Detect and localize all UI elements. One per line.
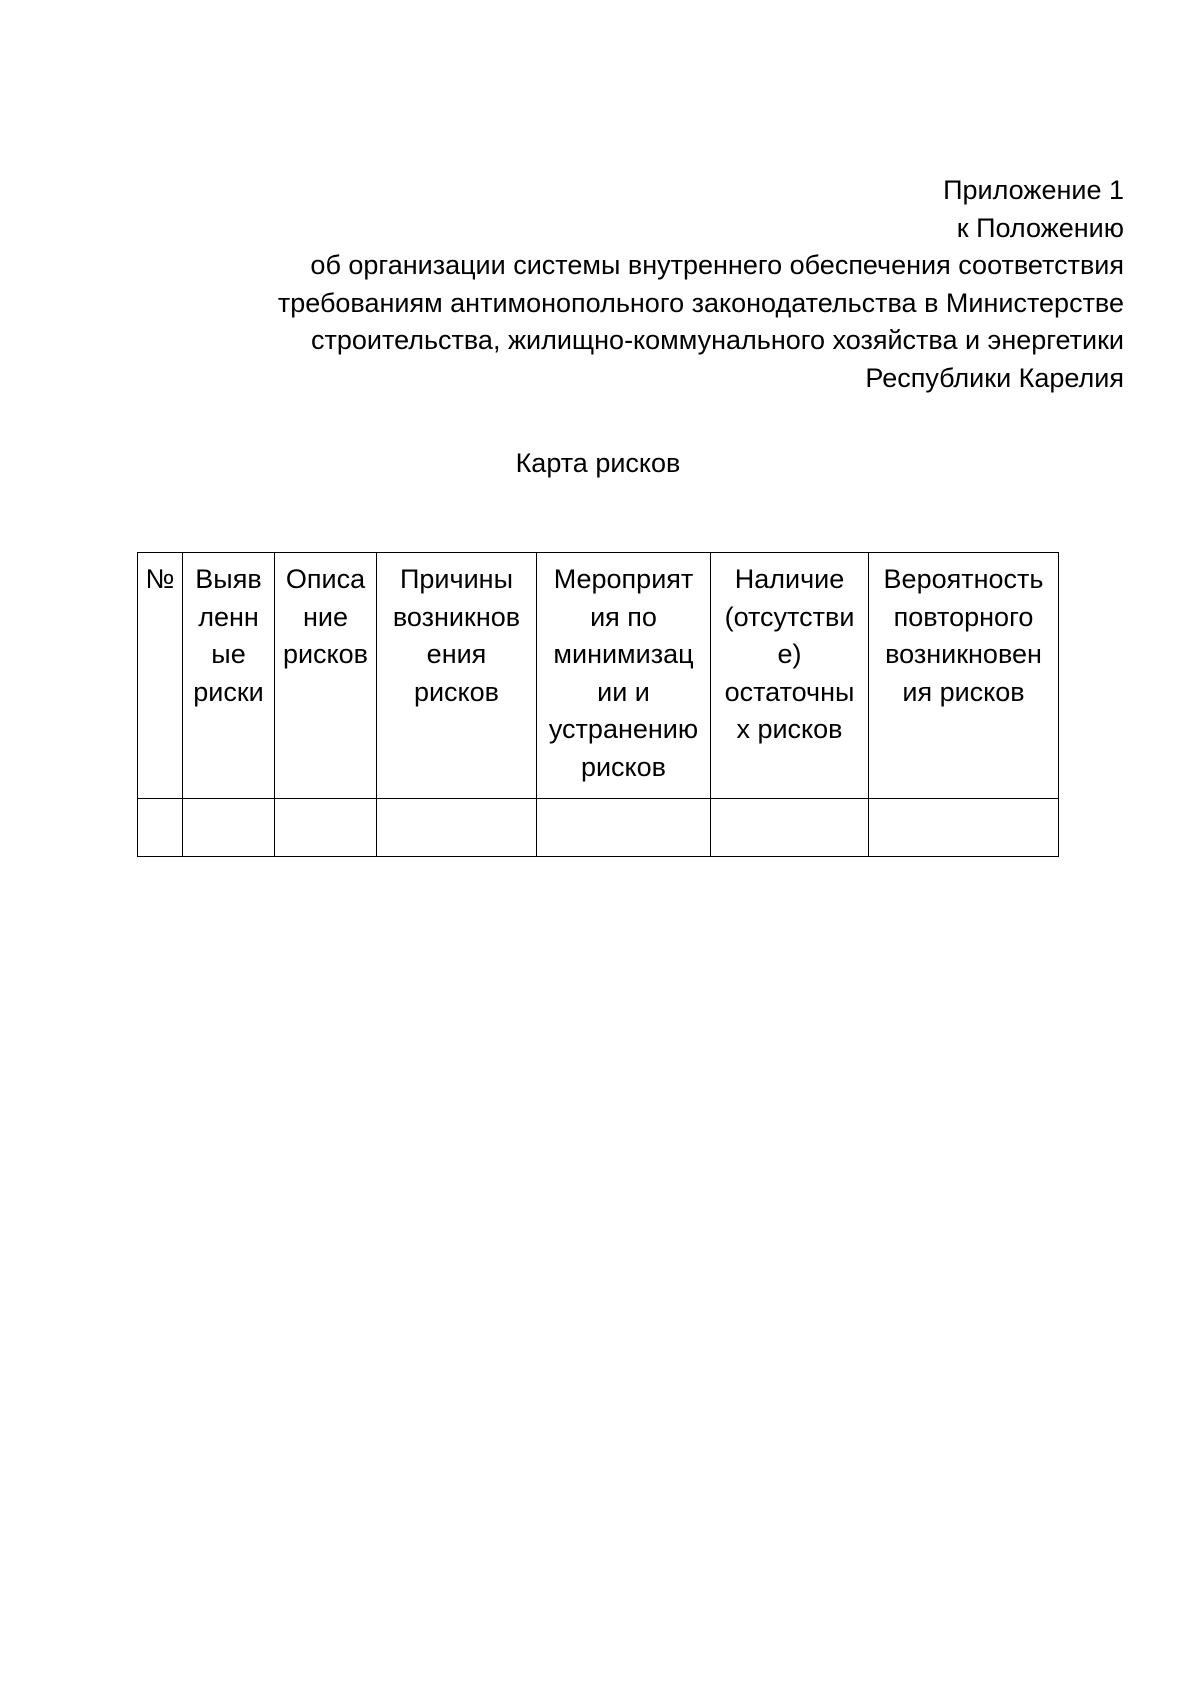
appendix-subject-line-1: об организации системы внутреннего обеспечения соответствия — [310, 250, 1124, 280]
document-title — [0, 445, 1200, 482]
table-row — [138, 799, 1059, 857]
header-text: ленн — [198, 601, 259, 632]
header-text: устранению — [548, 714, 699, 744]
table-cell — [711, 799, 869, 857]
column-header-identified-risks — [183, 553, 275, 799]
table-cell — [377, 799, 537, 857]
header-text: рисков — [282, 639, 369, 669]
header-text: е) — [777, 639, 802, 669]
header-text: х рисков — [736, 714, 843, 744]
table-header-row — [138, 553, 1059, 799]
appendix-subject-line-4: Республики Карелия — [865, 362, 1124, 393]
column-header-number — [138, 553, 183, 799]
header-text: возникновен — [885, 639, 1042, 669]
header-text: (отсутстви — [724, 601, 855, 632]
document-title-text: Карта рисков — [515, 448, 681, 478]
risk-map-table — [137, 552, 1059, 857]
header-text: Описа — [285, 564, 366, 594]
header-text: повторного — [893, 601, 1034, 632]
column-header-risk-description — [275, 553, 377, 799]
header-text: рисков — [413, 676, 500, 707]
header-text: минимизац — [553, 639, 694, 669]
header-text: возникнов — [392, 601, 521, 632]
header-text: рисков — [580, 751, 667, 782]
header-text: Мероприят — [553, 564, 694, 594]
table-cell — [537, 799, 711, 857]
column-header-residual-risks — [711, 553, 869, 799]
appendix-header — [124, 172, 1124, 397]
column-header-mitigation-measures — [537, 553, 711, 799]
appendix-subject-line-2: требованиям антимонопольного законодательства в Министерстве — [277, 287, 1124, 318]
column-header-recurrence-probability — [869, 553, 1059, 799]
header-text: ия рисков — [902, 676, 1025, 707]
header-text: остаточны — [724, 676, 855, 707]
header-text: № — [145, 564, 175, 594]
header-text: ние — [302, 601, 348, 632]
appendix-subject-line-3: строительства, жилищно-коммунального хозяйства и энергетики — [311, 325, 1124, 355]
header-text: ия по — [590, 601, 657, 632]
header-text: ии и — [597, 676, 650, 707]
header-text: Наличие — [734, 564, 845, 594]
table-cell — [275, 799, 377, 857]
appendix-reference: к Положению — [956, 212, 1124, 243]
header-text: Выяв — [195, 564, 262, 594]
header-text: ые — [211, 639, 246, 669]
header-text: риски — [193, 676, 264, 707]
appendix-number: Приложение 1 — [943, 175, 1124, 205]
column-header-risk-causes — [377, 553, 537, 799]
header-text: Причины — [400, 564, 513, 594]
table-cell — [869, 799, 1059, 857]
table-cell — [183, 799, 275, 857]
header-text: ения — [426, 639, 487, 669]
table-cell — [138, 799, 183, 857]
header-text: Вероятность — [883, 564, 1044, 594]
